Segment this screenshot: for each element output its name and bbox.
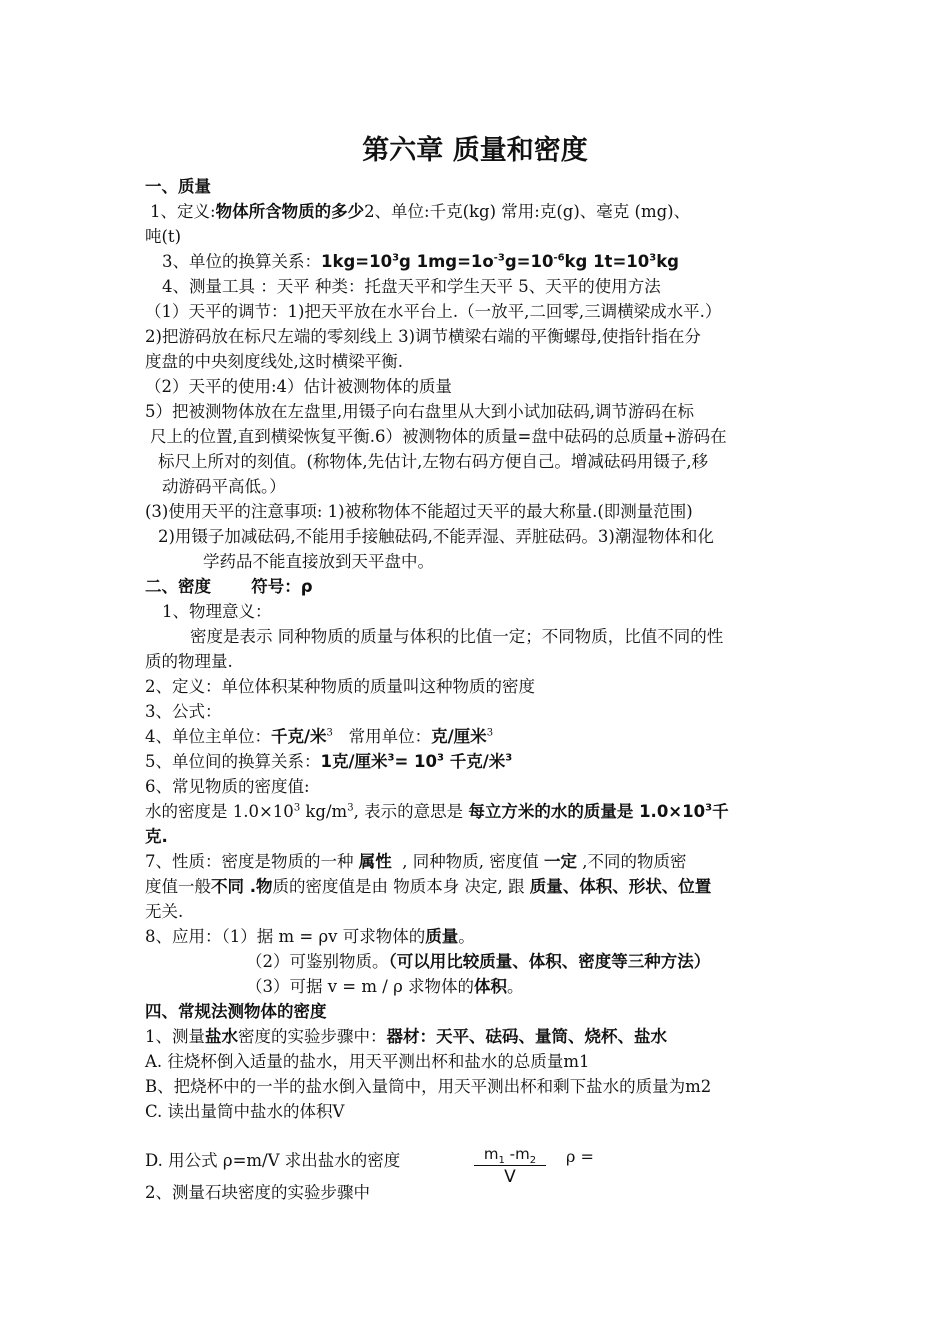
density-property-line: 7、性质：密度是物质的一种 属性 , 同种物质, 密度值 一定 ,不同的物质密 bbox=[145, 852, 687, 871]
unit-conversion-line: 3、单位的换算关系：$1kg=10^3g$ $1mg=1o^{-3}g=10^{-6}kg$ $1t=10^3kg$ bbox=[162, 252, 679, 271]
text-line: 动游码平高低。） bbox=[162, 477, 286, 496]
rho-equals: ρ = bbox=[566, 1147, 594, 1166]
step-c: C. 读出量筒中盐水的体积V bbox=[145, 1102, 345, 1121]
density-fraction bbox=[474, 1144, 546, 1188]
step-d: D. 用公式 ρ=m/V 求出盐水的密度 bbox=[145, 1151, 401, 1170]
text-line: 2、定义：单位体积某种物质的质量叫这种物质的密度 bbox=[145, 677, 535, 696]
section-heading-measurement: 四、常规法测物体的密度 bbox=[145, 1002, 327, 1021]
density-conversion-line: 5、单位间的换算关系：1克/厘米$^3= 10^3$ 千克/米$^3$ bbox=[145, 752, 513, 771]
text-line: 吨(t) bbox=[145, 227, 182, 246]
text-line: 2)用镊子加减砝码,不能用手接触砝码,不能弄湿、弄脏砝码。3)潮湿物体和化 bbox=[158, 527, 714, 546]
step-b: B、把烧杯中的一半的盐水倒入量筒中，用天平测出杯和剩下盐水的质量为m2 bbox=[145, 1077, 712, 1096]
text-line: 学药品不能直接放到天平盘中。 bbox=[203, 552, 434, 571]
stone-experiment-line: 2、测量石块密度的实验步骤中 bbox=[145, 1183, 370, 1202]
text-line: 3、公式： bbox=[145, 702, 222, 721]
text-line: (3)使用天平的注意事项: 1)被称物体不能超过天平的最大称量.(即测量范围) bbox=[145, 502, 693, 521]
fraction-numerator: $m_1$ $-m_2$ bbox=[474, 1144, 546, 1166]
density-property-line-2: 度值一般不同 .物质的密度值是由 物质本身 决定, 跟 质量、体积、形状、位置 bbox=[145, 877, 712, 896]
application-line-1: 8、应用：（1）据 m = ρv 可求物体的质量。 bbox=[145, 927, 475, 946]
text-line: 标尺上所对的刻值。(称物体,先估计,左物右码方便自己。增减砝码用镊子,移 bbox=[158, 452, 709, 471]
saltwater-experiment-line: 1、测量盐水密度的实验步骤中：器材：天平、砝码、量筒、烧杯、盐水 bbox=[145, 1027, 667, 1046]
text-line: （1）天平的调节：1)把天平放在水平台上.（一放平,二回零,三调横梁成水平.） bbox=[145, 302, 722, 321]
text-line: 克. bbox=[145, 827, 168, 846]
section-heading-mass: 一、质量 bbox=[145, 177, 211, 196]
text-line: 1、物理意义： bbox=[162, 602, 272, 621]
text-line: 2)把游码放在标尺左端的零刻线上 3)调节横梁右端的平衡螺母,使指针指在分 bbox=[145, 327, 701, 346]
text-line: 无关. bbox=[145, 902, 184, 921]
step-a: A. 往烧杯倒入适量的盐水，用天平测出杯和盐水的总质量m1 bbox=[145, 1052, 590, 1071]
text-line: （2）天平的使用:4）估计被测物体的质量 bbox=[145, 377, 453, 396]
section-heading-density: 二、密度 符号：ρ bbox=[145, 577, 313, 596]
chapter-title: 第六章 质量和密度 bbox=[362, 135, 588, 166]
mass-definition-line: 1、定义:物体所含物质的多少2、单位:千克(kg) 常用:克(g)、毫克 (mg)、 bbox=[150, 202, 691, 221]
water-density-line: 水的密度是 $1.0\times 10^3$ $kg/m^3$, 表示的意思是 每立方米的水的质量是 $1.0\times 10^3$千 bbox=[145, 802, 729, 821]
application-line-2: （2）可鉴别物质。（可以用比较质量、体积、密度等三种方法） bbox=[246, 952, 711, 971]
fraction-denominator: V bbox=[504, 1167, 516, 1187]
text-line: 5）把被测物体放在左盘里,用镊子向右盘里从大到小试加砝码,调节游码在标 bbox=[145, 402, 694, 421]
text-line: 质的物理量. bbox=[145, 652, 233, 671]
text-line: 密度是表示 同种物质的质量与体积的比值一定；不同物质，比值不同的性 bbox=[190, 627, 724, 646]
text-line: 6、常见物质的密度值: bbox=[145, 777, 310, 796]
text-line: 度盘的中央刻度线处,这时横梁平衡. bbox=[145, 352, 403, 371]
application-line-3: （3）可据 v = m / ρ 求物体的体积。 bbox=[246, 977, 524, 996]
text-line: 尺上的位置,直到横梁恢复平衡.6）被测物体的质量=盘中砝码的总质量+游码在 bbox=[150, 427, 727, 446]
text-line: 4、测量工具 ：天平 种类：托盘天平和学生天平 5、天平的使用方法 bbox=[162, 277, 661, 296]
density-units-line: 4、单位主单位：千克/米$^3$ 常用单位：克/厘米$^3$ bbox=[145, 727, 494, 746]
